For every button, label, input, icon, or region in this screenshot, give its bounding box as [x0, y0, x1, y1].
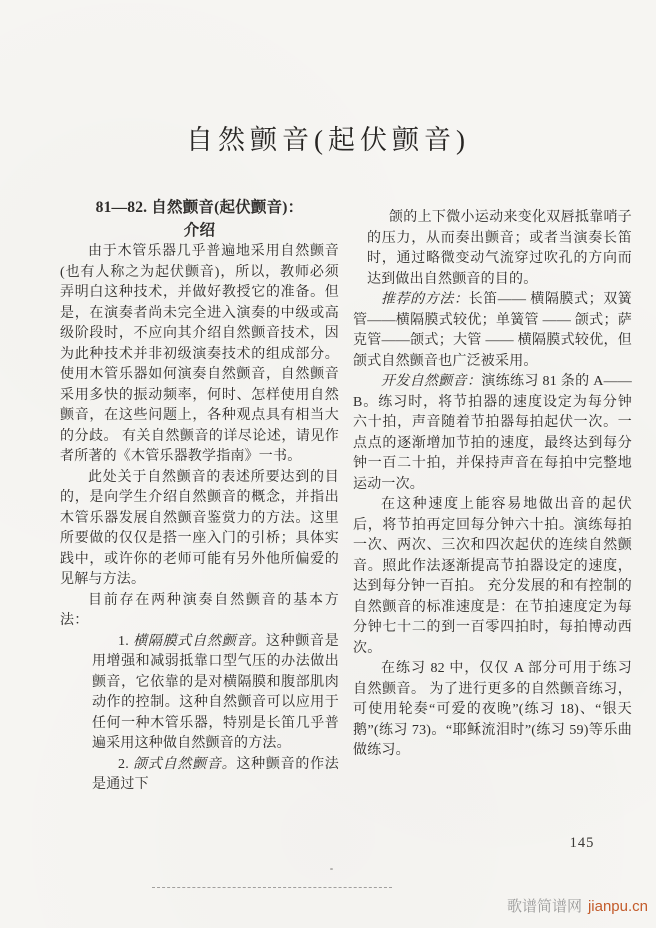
paragraph-recommend	[353, 290, 632, 372]
watermark	[0, 895, 648, 916]
paragraph-develop-body: 演练练习 81 条的 A——B。练习时，将节拍器的速度设定为每分钟六十拍，声音随着节拍器每拍起伏一次。一点点的逐渐增加节拍的速度，最终达到每分钟一百二十拍，并保持声音在每拍中完整地运动一次。	[353, 374, 632, 492]
paragraph-recommend-lead: 推荐的方法：	[381, 292, 469, 307]
paragraph-exercise82: 在练习 82 中，仅仅 A 部分可用于练习自然颤音。 为了进行更多的自然颤音练习，可使用轮奏“可爱的夜晚”(练习 18)、“银天鹅”(练习 73)。“耶稣流泪时”(练习 59)等乐曲做练习。	[353, 661, 632, 758]
paragraph-develop	[353, 372, 632, 495]
left-column	[60, 196, 339, 796]
paragraph-recommend-body: 长笛—— 横隔膜式；双簧管——横隔膜式较优；单簧管 —— 颌式；萨克管——颌式；大管 —— 横隔膜式较优，但颌式自然颤音也广泛被采用。	[353, 292, 632, 369]
list-marker: 2.	[118, 756, 129, 772]
section-heading-line2: 介绍	[183, 222, 216, 239]
paragraph-intro-2: 此处关于自然颤音的表述所要达到的目的，是向学生介绍自然颤音的概念，并指出木管乐器发展自然颤音鉴赏力的方法。这里所要做的仅仅是搭一座入门的引桥；具体实践中，或许你的老师可能有另外他所偏爱的见解与方法。	[60, 469, 339, 587]
paragraph-speed: 在这种速度上能容易地做出音的起伏后，将节拍再定回每分钟六十拍。演练每拍一次、两次、三次和四次起伏的连续自然颤音。照此作法逐渐提高节拍器设定的速度，达到每分钟一百拍。 充分发展的和有控制的自然颤音的标准速度是：在节拍速度定为每分钟七十二的到一百零四拍时，每拍博动西次。	[353, 497, 632, 656]
watermark-site-url: jianpu.cn	[587, 898, 648, 915]
list-item-body: 这种颤音的作法是通过下	[92, 756, 340, 792]
right-column	[353, 196, 632, 796]
section-heading-line1: 81—82. 自然颤音(起伏颤音)：	[95, 199, 304, 216]
scan-artifact-line	[152, 887, 392, 888]
paragraph-methods-lead: 目前存在两种演奏自然颤音的基本方法：	[60, 592, 339, 628]
list-item-lead: 颌式自然颤音。	[133, 756, 237, 772]
list-item-lead: 横隔膜式自然颤音。	[133, 633, 266, 649]
paragraph-continuation: 颌的上下微小运动来变化双唇抵靠哨子的压力，从而奏出颤音；或者当演奏长笛时，通过略微变动气流穿过吹孔的方向而达到做出自然颤音的目的。	[367, 210, 632, 287]
paragraph-intro-1: 由于木管乐器几乎普遍地采用自然颤音(也有人称之为起伏颤音)，所以，教师必须弄明白这种技术，并做好教授它的准备。但是，在演奏者尚未完全进入演奏的中级或高级阶段时，不应向其介绍自然颤音技术，因为此种技术并非初级演奏技术的组成部分。使用木管乐器如何演奏自然颤音，自然颤音采用多快的振动频率，何时、怎样使用自然颤音，在这些问题上，各种观点具有相当大的分歧。 有关自然颤音的详尽论述，请见作者所著的《木管乐器教学指南》一书。	[60, 244, 339, 464]
two-column-text	[60, 196, 632, 796]
list-item-2	[60, 755, 339, 796]
watermark-site-name: 歌谱简谱网	[506, 898, 582, 915]
paragraph-develop-lead: 开发自然颤音：	[381, 374, 482, 389]
list-item-body: 这种颤音是用增强和减弱抵靠口型气压的办法做出颤音，它依靠的是对横隔膜和腹部肌肉动作的控制。这种自然颤音可以应用于任何一种木管乐器，特别是长笛几乎普遍采用这种做自然颤音的方法。	[92, 633, 339, 751]
page-title: 自然颤音(起伏颤音)	[186, 125, 470, 155]
list-marker: 1.	[118, 633, 129, 649]
section-heading	[60, 196, 339, 242]
list-item-1	[60, 632, 339, 755]
page-number: 145	[569, 835, 595, 851]
scan-artifact-dot	[330, 868, 333, 870]
